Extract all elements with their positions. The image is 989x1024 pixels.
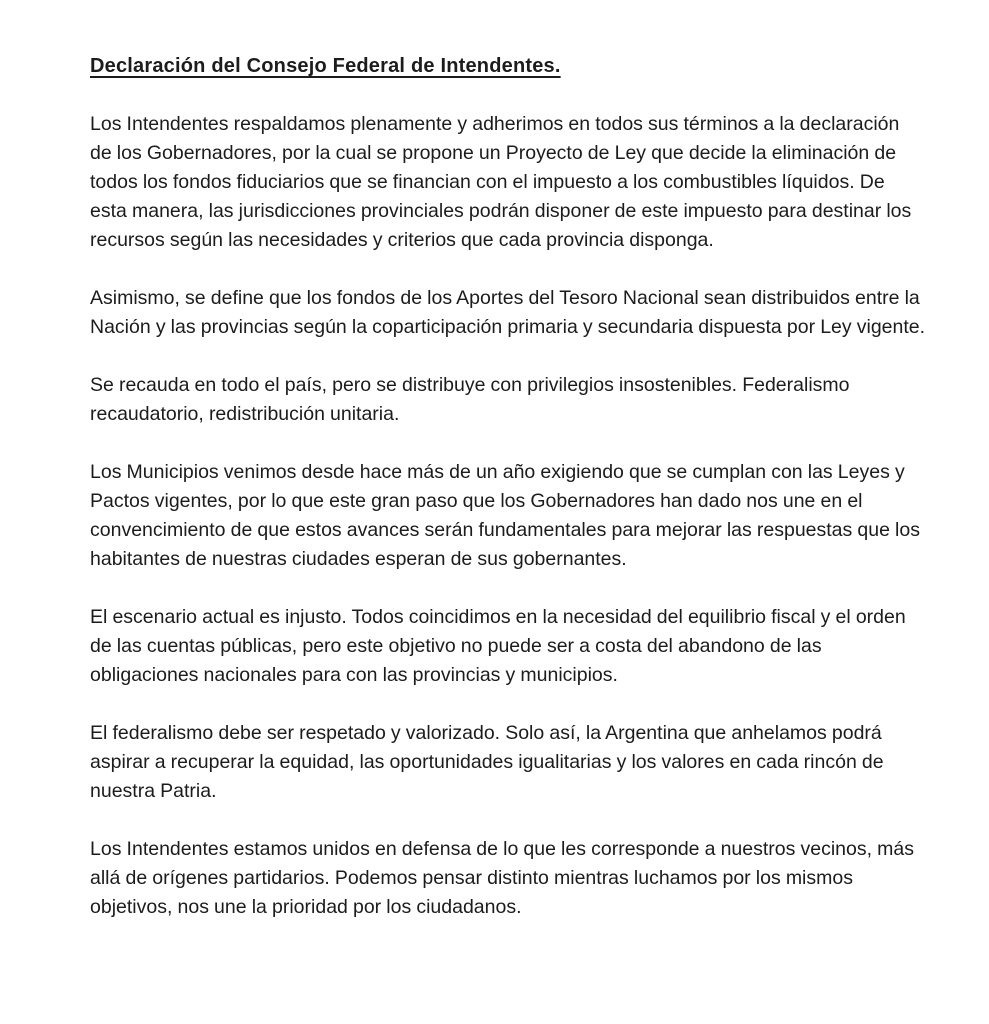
paragraph-escenario-injusto: El escenario actual es injusto. Todos coincidimos en la necesidad del equilibrio fiscal y el orden de las cuentas públicas, pero este objetivo no puede ser a costa del abandono de las obligaciones nacionales para con las provincias y municipios. — [90, 606, 906, 686]
paragraph-intro-adhesion: Los Intendentes respaldamos plenamente y adherimos en todos sus términos a la declaración de los Gobernadores, por la cual se propone un Proyecto de Ley que decide la eliminación de todos los fondos fiduciarios que se financian con el impuesto a los combustibles líquidos. De esta manera, las jurisdicciones provinciales podrán disponer de este impuesto para destinar los recursos según las necesidades y criterios que cada provincia disponga. — [90, 113, 912, 251]
document-title: Declaración del Consejo Federal de Intendentes. — [90, 55, 561, 77]
paragraph-federalismo-respetado: El federalismo debe ser respetado y valorizado. Solo así, la Argentina que anhelamos podrá aspirar a recuperar la equidad, las oportunidades igualitarias y los valores en cada rincón de nuestra Patria. — [90, 722, 884, 802]
paragraph-municipios-exigencia: Los Municipios venimos desde hace más de un año exigiendo que se cumplan con las Leyes y Pactos vigentes, por lo que este gran paso que los Gobernadores han dado nos une en el convencimiento de que estos avances serán fundamentales para mejorar las respuestas que los habitantes de nuestras ciudades esperan de sus gobernantes. — [90, 461, 920, 570]
paragraph-aportes-tesoro: Asimismo, se define que los fondos de los Aportes del Tesoro Nacional sean distribuidos entre la Nación y las provincias según la coparticipación primaria y secundaria dispuesta por Ley vigente. — [90, 287, 926, 338]
paragraph-intendentes-unidos: Los Intendentes estamos unidos en defensa de lo que les corresponde a nuestros vecinos, más allá de orígenes partidarios. Podemos pensar distinto mientras luchamos por los mismos objetivos, nos une la prioridad por los ciudadanos. — [90, 838, 914, 918]
paragraph-federalismo-recaudatorio: Se recauda en todo el país, pero se distribuye con privilegios insostenibles. Federalismo recaudatorio, redistribución unitaria. — [90, 374, 850, 425]
